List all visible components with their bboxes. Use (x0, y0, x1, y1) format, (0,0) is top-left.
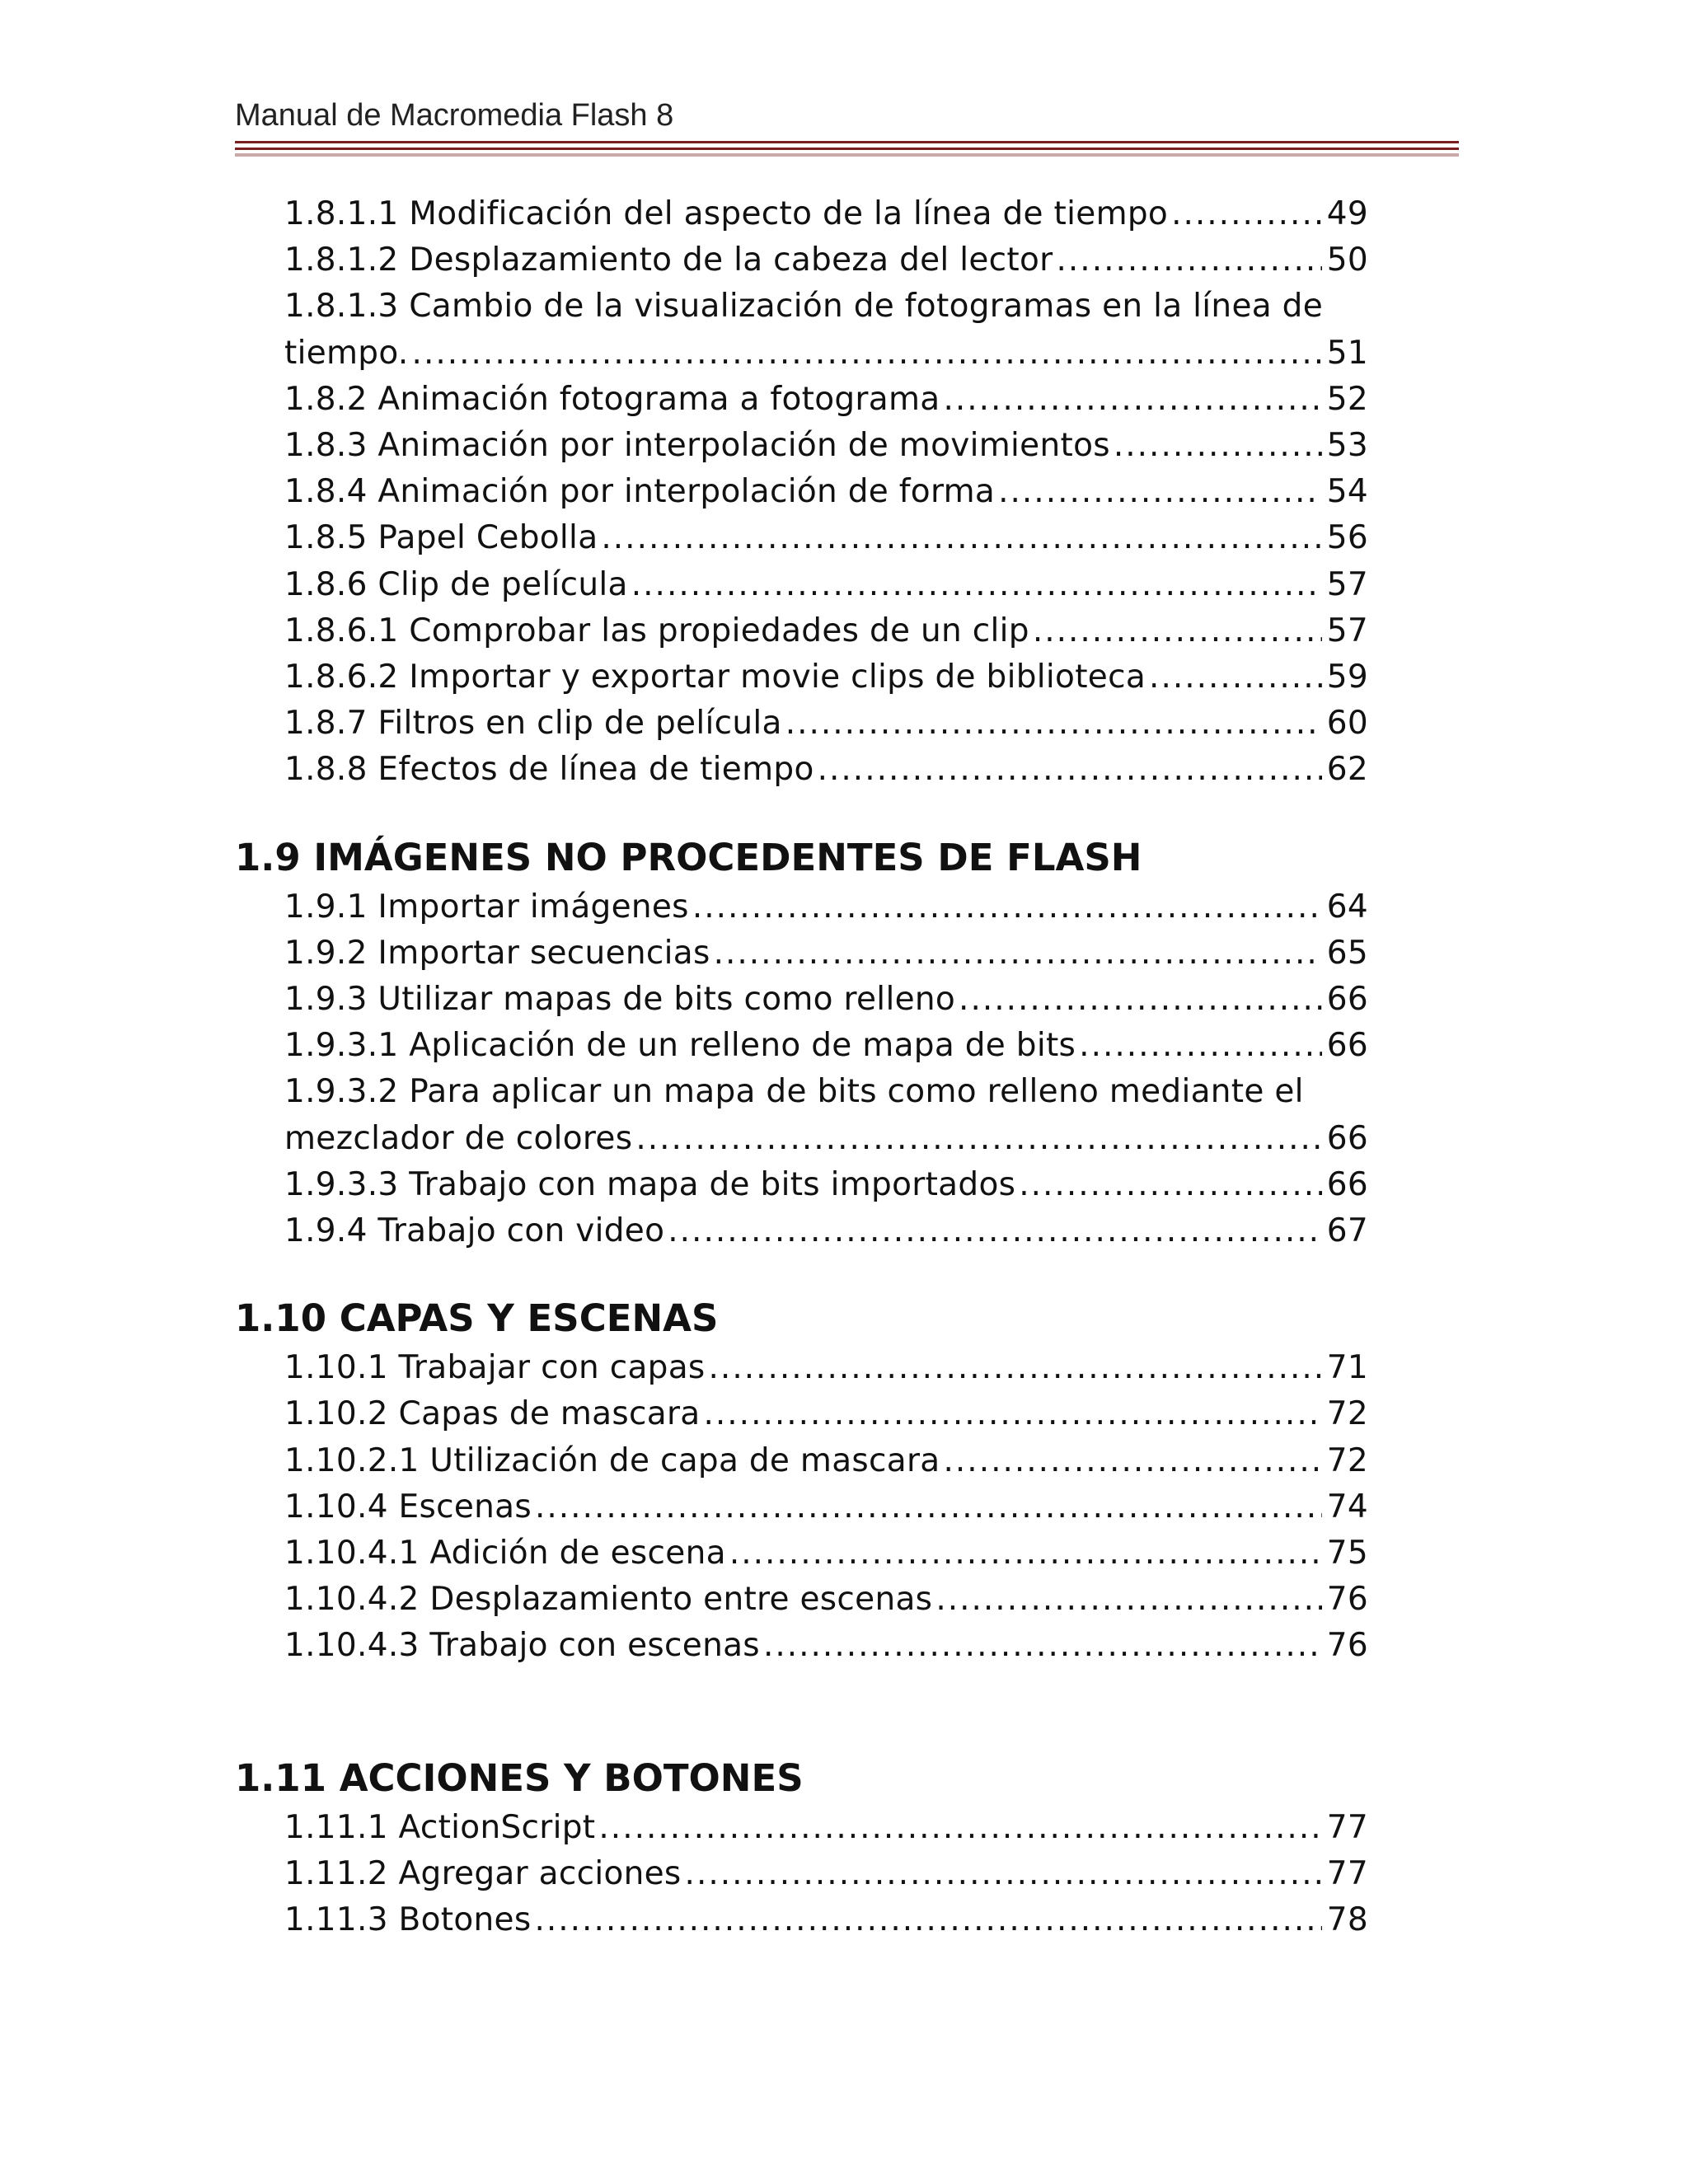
toc-entry[interactable] (284, 1438, 1368, 1484)
toc-section-1-10 (235, 1292, 1368, 1669)
dot-leader (631, 562, 1322, 608)
dot-leader (943, 377, 1322, 423)
dot-leader (709, 1345, 1322, 1391)
toc-entry-line (284, 1897, 1368, 1943)
toc-entry-title: 1.10.4.3 Trabajo con escenas (284, 1627, 760, 1665)
dot-leader (598, 1805, 1322, 1851)
toc-section-1-9 (235, 832, 1368, 1255)
toc-entry-page-number: 57 (1326, 612, 1368, 649)
toc-entry[interactable] (284, 1897, 1368, 1943)
dot-leader (818, 747, 1322, 793)
toc-entry[interactable] (284, 237, 1368, 284)
toc-entry[interactable] (284, 1162, 1368, 1208)
toc-entry-line (284, 330, 1368, 377)
dot-leader (534, 1897, 1322, 1943)
toc-entry[interactable] (284, 654, 1368, 701)
toc-entry[interactable] (284, 1805, 1368, 1851)
toc-entry-title: 1.11.2 Agregar acciones (284, 1854, 682, 1892)
toc-entry-line (284, 884, 1368, 930)
toc-entry-title-line: 1.8.1.3 Cambio de la visualización de fotogramas en la línea de (284, 288, 1323, 326)
toc-entry-line (284, 977, 1368, 1023)
dot-leader (668, 1208, 1322, 1254)
toc-entry-title: 1.8.6.1 Comprobar las propiedades de un clip (284, 612, 1029, 649)
dot-leader (685, 1851, 1322, 1897)
toc-entry-title: 1.9.4 Trabajo con video (284, 1212, 665, 1250)
section-heading[interactable]: 1.9 IMÁGENES NO PROCEDENTES DE FLASH (235, 835, 1142, 879)
toc-entry[interactable] (284, 1623, 1368, 1669)
page-header (235, 95, 1459, 150)
toc-entry-page-number: 77 (1326, 1808, 1368, 1846)
dot-leader (692, 884, 1322, 930)
table-of-contents (235, 191, 1368, 1943)
dot-leader (729, 1530, 1322, 1577)
toc-entry-title: 1.9.3 Utilizar mapas de bits como relleno (284, 981, 956, 1019)
dot-leader (601, 515, 1322, 561)
toc-entry[interactable] (284, 1484, 1368, 1530)
toc-entry-page-number: 76 (1326, 1581, 1368, 1619)
toc-entry-page-number: 49 (1326, 195, 1368, 232)
toc-entry-title: 1.11.1 ActionScript (284, 1808, 596, 1846)
toc-entry-line (284, 423, 1368, 469)
toc-entry[interactable] (284, 1530, 1368, 1577)
toc-entry-title: 1.8.1.2 Desplazamiento de la cabeza del lector (284, 241, 1053, 279)
toc-entry-page-number: 62 (1326, 751, 1368, 789)
toc-entry[interactable] (284, 977, 1368, 1023)
toc-entry-page-number: 78 (1326, 1901, 1368, 1939)
toc-entry-title: 1.8.8 Efectos de línea de tiempo (284, 751, 814, 789)
toc-entry[interactable] (284, 284, 1368, 376)
toc-entry-title-line: 1.9.3.2 Para aplicar un mapa de bits como relleno mediante el (284, 1073, 1304, 1111)
toc-entry-page-number: 66 (1326, 1119, 1368, 1157)
toc-entry[interactable] (284, 562, 1368, 608)
toc-entry-page-number: 74 (1326, 1488, 1368, 1526)
dot-leader (944, 1438, 1323, 1484)
toc-entry-title: 1.8.6.2 Importar y exportar movie clips de biblioteca (284, 658, 1146, 696)
toc-entry-line (284, 1208, 1368, 1254)
toc-entry-line (284, 701, 1368, 747)
dot-leader (1057, 237, 1322, 284)
toc-entry-line (284, 562, 1368, 608)
toc-entry-page-number: 77 (1326, 1854, 1368, 1892)
toc-entry-title: 1.8.6 Clip de película (284, 565, 628, 603)
toc-entry-page-number: 66 (1326, 1027, 1368, 1065)
toc-entry[interactable] (284, 1345, 1368, 1391)
toc-entry-title: 1.8.2 Animación fotograma a fotograma (284, 380, 940, 418)
section-heading[interactable]: 1.11 ACCIONES Y BOTONES (235, 1755, 804, 1800)
toc-entry-title: mezclador de colores (284, 1119, 633, 1157)
toc-entry-title: 1.10.4.1 Adición de escena (284, 1535, 726, 1572)
toc-entry-list (235, 191, 1368, 794)
toc-entry-title: 1.10.4 Escenas (284, 1488, 532, 1526)
dot-leader (1171, 191, 1322, 237)
toc-entry-line (284, 1162, 1368, 1208)
toc-entry[interactable] (284, 1391, 1368, 1437)
toc-entry[interactable] (284, 1069, 1368, 1161)
toc-entry[interactable] (284, 930, 1368, 977)
toc-entry-page-number: 72 (1326, 1441, 1368, 1479)
toc-entry-page-number: 56 (1326, 519, 1368, 557)
toc-entry-line (284, 1438, 1368, 1484)
toc-section-1-11 (235, 1752, 1368, 1944)
toc-entry-title: 1.9.2 Importar secuencias (284, 934, 710, 972)
toc-entry[interactable] (284, 377, 1368, 423)
dot-leader (763, 1623, 1322, 1669)
toc-entry-page-number: 60 (1326, 705, 1368, 743)
toc-entry[interactable] (284, 747, 1368, 793)
toc-entry-title: 1.9.3.3 Trabajo con mapa de bits importados (284, 1165, 1016, 1203)
toc-entry[interactable] (284, 1577, 1368, 1623)
toc-entry-title: 1.10.2 Capas de mascara (284, 1395, 701, 1433)
toc-entry-line (284, 930, 1368, 977)
toc-entry-page-number: 76 (1326, 1627, 1368, 1665)
toc-entry-page-number: 57 (1326, 565, 1368, 603)
dot-leader (703, 1391, 1322, 1437)
toc-entry-list (235, 1805, 1368, 1944)
dot-leader (1079, 1023, 1322, 1069)
toc-entry-title: 1.11.3 Botones (284, 1901, 532, 1939)
toc-entry-line (284, 1116, 1368, 1162)
toc-entry-page-number: 75 (1326, 1535, 1368, 1572)
toc-entry-page-number: 72 (1326, 1395, 1368, 1433)
toc-entry-title: 1.9.1 Importar imágenes (284, 888, 689, 926)
toc-section-continuation (235, 191, 1368, 794)
section-heading[interactable]: 1.10 CAPAS Y ESCENAS (235, 1296, 719, 1341)
toc-entry-line (284, 1851, 1368, 1897)
toc-entry-title: 1.10.4.2 Desplazamiento entre escenas (284, 1581, 933, 1619)
toc-entry-title: 1.8.1.1 Modificación del aspecto de la línea de tiempo (284, 195, 1169, 232)
toc-entry[interactable] (284, 469, 1368, 515)
dot-leader (785, 701, 1322, 747)
toc-entry-title: 1.8.7 Filtros en clip de película (284, 705, 782, 743)
toc-entry-title: 1.8.4 Animación por interpolación de forma (284, 473, 996, 511)
dot-leader (959, 977, 1322, 1023)
toc-entry-line (284, 469, 1368, 515)
dot-leader (535, 1484, 1322, 1530)
toc-entry-line (284, 191, 1368, 237)
toc-entry[interactable] (284, 1208, 1368, 1254)
dot-leader (714, 930, 1322, 977)
header-rule (235, 141, 1459, 150)
dot-leader (1149, 654, 1322, 701)
dot-leader (935, 1577, 1322, 1623)
toc-entry-page-number: 66 (1326, 981, 1368, 1019)
toc-entry[interactable] (284, 701, 1368, 747)
toc-entry-line (284, 1805, 1368, 1851)
document-title: Manual de Macromedia Flash 8 (235, 98, 674, 133)
dot-leader (412, 330, 1322, 377)
toc-entry-line (284, 1623, 1368, 1669)
toc-entry[interactable] (284, 423, 1368, 469)
toc-entry-line (284, 377, 1368, 423)
toc-entry-page-number: 51 (1326, 334, 1368, 372)
toc-entry-page-number: 65 (1326, 934, 1368, 972)
toc-entry-page-number: 53 (1326, 427, 1368, 465)
toc-entry-page-number: 52 (1326, 380, 1368, 418)
toc-entry[interactable] (284, 884, 1368, 930)
dot-leader (635, 1116, 1322, 1162)
toc-entry-title: tiempo. (284, 334, 409, 372)
toc-entry-line (284, 1484, 1368, 1530)
toc-entry-line (284, 747, 1368, 793)
toc-entry-line (284, 1391, 1368, 1437)
toc-entry-line (284, 1577, 1368, 1623)
toc-entry-page-number: 66 (1326, 1165, 1368, 1203)
toc-entry-line (284, 237, 1368, 284)
toc-entry-line (284, 515, 1368, 561)
dot-leader (1033, 608, 1322, 654)
toc-entry-list (235, 884, 1368, 1255)
toc-entry-title: 1.10.2.1 Utilización de capa de mascara (284, 1441, 940, 1479)
dot-leader (1114, 423, 1322, 469)
toc-entry[interactable] (284, 515, 1368, 561)
toc-entry-line (284, 1023, 1368, 1069)
toc-entry[interactable] (284, 191, 1368, 237)
dot-leader (998, 469, 1322, 515)
toc-entry-title: 1.9.3.1 Aplicación de un relleno de mapa de bits (284, 1027, 1076, 1065)
toc-entry-line (284, 1530, 1368, 1577)
toc-entry-page-number: 71 (1326, 1349, 1368, 1387)
toc-entry-line (284, 654, 1368, 701)
toc-entry[interactable] (284, 1851, 1368, 1897)
toc-entry-page-number: 54 (1326, 473, 1368, 511)
toc-entry-list (235, 1345, 1368, 1669)
toc-entry-page-number: 50 (1326, 241, 1368, 279)
toc-entry-line (284, 608, 1368, 654)
toc-entry-line (284, 1345, 1368, 1391)
toc-entry-title: 1.8.3 Animación por interpolación de movimientos (284, 427, 1110, 465)
toc-entry-title: 1.10.1 Trabajar con capas (284, 1349, 706, 1387)
toc-entry[interactable] (284, 1023, 1368, 1069)
toc-entry-title: 1.8.5 Papel Cebolla (284, 519, 598, 557)
toc-entry-page-number: 59 (1326, 658, 1368, 696)
toc-entry-page-number: 64 (1326, 888, 1368, 926)
toc-entry[interactable] (284, 608, 1368, 654)
toc-entry-page-number: 67 (1326, 1212, 1368, 1250)
dot-leader (1019, 1162, 1322, 1208)
